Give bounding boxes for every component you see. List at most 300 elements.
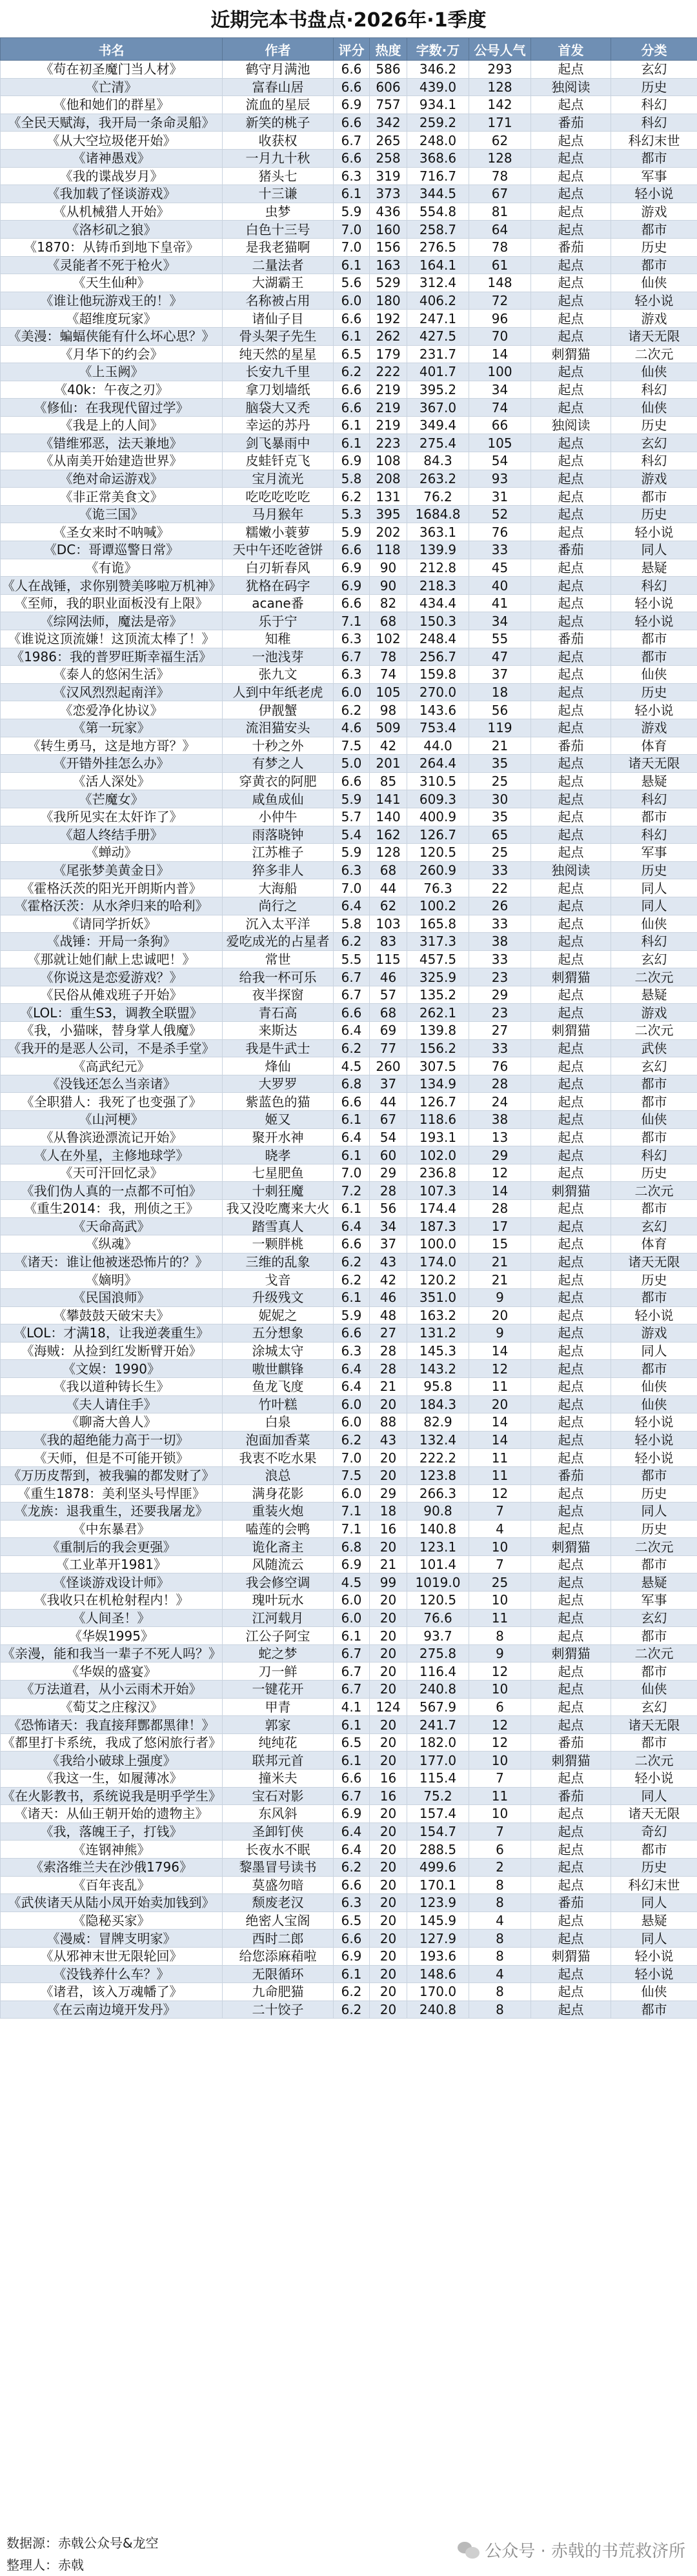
word-count-cell: 395.2 xyxy=(407,381,469,399)
book-title-cell: 《开错外挂怎么办》 xyxy=(1,755,223,773)
book-title-cell: 《我所见实在太奸诈了》 xyxy=(1,808,223,826)
book-title-cell: 《萄艾之庄稼汉》 xyxy=(1,1698,223,1716)
word-count-cell: 174.4 xyxy=(407,1200,469,1218)
word-count-cell: 145.9 xyxy=(407,1912,469,1930)
popularity-cell: 93 xyxy=(469,470,531,488)
book-title-cell: 《至师，我的职业面板没有上限》 xyxy=(1,594,223,612)
word-count-cell: 241.7 xyxy=(407,1716,469,1734)
popularity-cell: 40 xyxy=(469,577,531,595)
category-cell: 科幻 xyxy=(611,1146,697,1164)
score-cell: 6.1 xyxy=(334,1111,370,1129)
score-cell: 6.6 xyxy=(334,1324,370,1343)
word-count-cell: 102.0 xyxy=(407,1146,469,1164)
score-cell: 6.7 xyxy=(334,648,370,666)
score-cell: 5.9 xyxy=(334,523,370,541)
heat-cell: 56 xyxy=(370,1200,407,1218)
platform-cell: 起点 xyxy=(531,648,611,666)
author-cell: 知稚 xyxy=(223,630,334,648)
table-row xyxy=(1,1930,697,1948)
category-cell: 科幻 xyxy=(611,381,697,399)
popularity-cell: 72 xyxy=(469,292,531,310)
book-title-cell: 《上玉阙》 xyxy=(1,363,223,381)
table-row xyxy=(1,790,697,808)
word-count-cell: 349.4 xyxy=(407,416,469,434)
platform-cell: 起点 xyxy=(531,808,611,826)
score-cell: 6.3 xyxy=(334,1894,370,1912)
score-cell: 6.1 xyxy=(334,256,370,274)
platform-cell: 起点 xyxy=(531,1965,611,1983)
author-cell: 无限循环 xyxy=(223,1965,334,1983)
popularity-cell: 21 xyxy=(469,1253,531,1271)
heat-cell: 105 xyxy=(370,683,407,701)
book-title-cell: 《我收只在机枪射程内！》 xyxy=(1,1592,223,1610)
table-row xyxy=(1,986,697,1004)
popularity-cell: 41 xyxy=(469,594,531,612)
heat-cell: 18 xyxy=(370,1503,407,1521)
book-title-cell: 《我开的是恶人公司，不是杀手堂》 xyxy=(1,1039,223,1057)
word-count-cell: 76.6 xyxy=(407,1609,469,1627)
table-row xyxy=(1,612,697,630)
author-cell: 我是牛武士 xyxy=(223,1039,334,1057)
category-cell: 历史 xyxy=(611,861,697,879)
table-row xyxy=(1,132,697,150)
book-title-cell: 《天命高武》 xyxy=(1,1217,223,1235)
popularity-cell: 62 xyxy=(469,132,531,150)
table-row xyxy=(1,1716,697,1734)
table-row xyxy=(1,452,697,470)
author-cell: 流血的星辰 xyxy=(223,96,334,114)
book-title-cell: 《海贼：从捡到红发断臂开始》 xyxy=(1,1342,223,1360)
platform-cell: 起点 xyxy=(531,612,611,630)
word-count-cell: 1684.8 xyxy=(407,505,469,523)
popularity-cell: 15 xyxy=(469,1235,531,1253)
category-cell: 体育 xyxy=(611,1235,697,1253)
table-row xyxy=(1,1413,697,1432)
author-cell: 江苏椎子 xyxy=(223,844,334,862)
word-count-cell: 93.7 xyxy=(407,1627,469,1645)
platform-cell: 起点 xyxy=(531,1912,611,1930)
popularity-cell: 64 xyxy=(469,221,531,239)
category-cell: 二次元 xyxy=(611,1752,697,1770)
table-row xyxy=(1,363,697,381)
author-cell: 宝月流光 xyxy=(223,470,334,488)
score-cell: 6.8 xyxy=(334,1075,370,1093)
table-row xyxy=(1,897,697,915)
heat-cell: 373 xyxy=(370,185,407,203)
score-cell: 6.2 xyxy=(334,933,370,951)
table-row xyxy=(1,577,697,595)
platform-cell: 番茄 xyxy=(531,1733,611,1752)
popularity-cell: 52 xyxy=(469,505,531,523)
book-title-cell: 《非正常美食文》 xyxy=(1,488,223,506)
category-cell: 同人 xyxy=(611,879,697,897)
platform-cell: 起点 xyxy=(531,2001,611,2019)
book-title-cell: 《活人深处》 xyxy=(1,772,223,790)
popularity-cell: 34 xyxy=(469,612,531,630)
book-title-cell: 《诸神愚戏》 xyxy=(1,149,223,167)
word-count-cell: 434.4 xyxy=(407,594,469,612)
score-cell: 6.6 xyxy=(334,114,370,132)
author-cell: 烽仙 xyxy=(223,1057,334,1075)
table-row xyxy=(1,221,697,239)
author-cell: 纯纯花 xyxy=(223,1733,334,1752)
score-cell: 6.4 xyxy=(334,1377,370,1395)
book-title-cell: 《超维度玩家》 xyxy=(1,310,223,328)
table-row xyxy=(1,381,697,399)
word-count-cell: 159.8 xyxy=(407,666,469,684)
book-title-cell: 《汉风烈烈起南洋》 xyxy=(1,683,223,701)
popularity-cell: 35 xyxy=(469,808,531,826)
heat-cell: 20 xyxy=(370,1752,407,1770)
heat-cell: 103 xyxy=(370,915,407,933)
category-cell: 历史 xyxy=(611,1520,697,1538)
score-cell: 6.2 xyxy=(334,1253,370,1271)
book-title-cell: 《都里打卡系统，我成了悠闲旅行者》 xyxy=(1,1733,223,1752)
word-count-cell: 240.8 xyxy=(407,2001,469,2019)
score-cell: 6.1 xyxy=(334,1752,370,1770)
author-cell: 刀一鲜 xyxy=(223,1662,334,1681)
category-cell: 仙侠 xyxy=(611,274,697,292)
category-cell: 轻小说 xyxy=(611,1306,697,1324)
score-cell: 7.0 xyxy=(334,221,370,239)
author-cell: 骨头架子先生 xyxy=(223,327,334,345)
book-title-cell: 《诡三国》 xyxy=(1,505,223,523)
category-cell: 都市 xyxy=(611,1733,697,1752)
book-title-cell: 《尾张梦美黄金日》 xyxy=(1,861,223,879)
word-count-cell: 716.7 xyxy=(407,167,469,185)
score-cell: 6.4 xyxy=(334,1217,370,1235)
platform-cell: 起点 xyxy=(531,132,611,150)
table-row xyxy=(1,719,697,737)
category-cell: 同人 xyxy=(611,1787,697,1805)
score-cell: 6.1 xyxy=(334,1146,370,1164)
author-cell: 我会修空调 xyxy=(223,1573,334,1592)
platform-cell: 独阅读 xyxy=(531,416,611,434)
popularity-cell: 78 xyxy=(469,167,531,185)
category-cell: 诸天无限 xyxy=(611,1805,697,1823)
score-cell: 6.2 xyxy=(334,488,370,506)
author-cell: 满身花影 xyxy=(223,1484,334,1503)
author-cell: 戈音 xyxy=(223,1271,334,1289)
platform-cell: 刺猬猫 xyxy=(531,1947,611,1965)
word-count-cell: 344.5 xyxy=(407,185,469,203)
book-title-cell: 《亲漫，能和我当一辈子不死人吗？》 xyxy=(1,1644,223,1662)
category-cell: 悬疑 xyxy=(611,559,697,577)
platform-cell: 起点 xyxy=(531,1004,611,1022)
word-count-cell: 145.3 xyxy=(407,1342,469,1360)
author-cell: 雨落晓钟 xyxy=(223,826,334,844)
heat-cell: 16 xyxy=(370,1770,407,1788)
book-title-cell: 《华娱的盛宴》 xyxy=(1,1662,223,1681)
platform-cell: 起点 xyxy=(531,1306,611,1324)
heat-cell: 223 xyxy=(370,434,407,452)
heat-cell: 219 xyxy=(370,381,407,399)
score-cell: 5.5 xyxy=(334,950,370,968)
category-cell: 仙侠 xyxy=(611,915,697,933)
heat-cell: 140 xyxy=(370,808,407,826)
heat-cell: 29 xyxy=(370,1484,407,1503)
platform-cell: 起点 xyxy=(531,790,611,808)
author-cell: 伊靓蟹 xyxy=(223,701,334,719)
book-title-cell: 《人在外星，主修地球学》 xyxy=(1,1146,223,1164)
book-title-cell: 《全职猎人：我死了也变强了》 xyxy=(1,1093,223,1111)
word-count-cell: 76.3 xyxy=(407,879,469,897)
popularity-cell: 10 xyxy=(469,1592,531,1610)
table-row xyxy=(1,61,697,79)
platform-cell: 起点 xyxy=(531,1983,611,2001)
category-cell: 仙侠 xyxy=(611,1681,697,1699)
platform-cell: 起点 xyxy=(531,1146,611,1164)
word-count-cell: 127.9 xyxy=(407,1930,469,1948)
platform-cell: 起点 xyxy=(531,1841,611,1859)
score-cell: 6.2 xyxy=(334,1858,370,1876)
heat-cell: 29 xyxy=(370,1164,407,1182)
popularity-cell: 142 xyxy=(469,96,531,114)
heat-cell: 262 xyxy=(370,327,407,345)
word-count-cell: 135.2 xyxy=(407,986,469,1004)
word-count-cell: 131.2 xyxy=(407,1324,469,1343)
score-cell: 6.6 xyxy=(334,381,370,399)
heat-cell: 219 xyxy=(370,399,407,417)
table-row xyxy=(1,968,697,986)
popularity-cell: 76 xyxy=(469,523,531,541)
footer xyxy=(0,2529,697,2576)
table-row xyxy=(1,1431,697,1449)
word-count-cell: 275.4 xyxy=(407,434,469,452)
category-cell: 历史 xyxy=(611,683,697,701)
author-cell: 竹叶糕 xyxy=(223,1395,334,1413)
book-title-cell: 《亡清》 xyxy=(1,78,223,96)
category-cell: 历史 xyxy=(611,1858,697,1876)
table-row xyxy=(1,1182,697,1200)
book-title-cell: 《错维邪恶，法天兼地》 xyxy=(1,434,223,452)
book-title-cell: 《人在战锤，求你别赞美哆啦万机神》 xyxy=(1,577,223,595)
category-cell: 奇幻 xyxy=(611,1822,697,1841)
table-row xyxy=(1,78,697,96)
author-cell: 泡面加香菜 xyxy=(223,1431,334,1449)
word-count-cell: 427.5 xyxy=(407,327,469,345)
popularity-cell: 10 xyxy=(469,1538,531,1556)
category-cell: 轻小说 xyxy=(611,612,697,630)
score-cell: 6.9 xyxy=(334,452,370,470)
word-count-cell: 143.2 xyxy=(407,1360,469,1378)
popularity-cell: 34 xyxy=(469,381,531,399)
book-title-cell: 《40k：午夜之刃》 xyxy=(1,381,223,399)
popularity-cell: 7 xyxy=(469,1555,531,1573)
author-cell: 白色十三号 xyxy=(223,221,334,239)
score-cell: 6.6 xyxy=(334,1093,370,1111)
category-cell: 二次元 xyxy=(611,1644,697,1662)
score-cell: 5.9 xyxy=(334,844,370,862)
word-count-cell: 262.1 xyxy=(407,1004,469,1022)
author-cell: 皮蛙钎克飞 xyxy=(223,452,334,470)
author-cell: 爱吃成光的占星者 xyxy=(223,933,334,951)
popularity-cell: 12 xyxy=(469,1164,531,1182)
platform-cell: 起点 xyxy=(531,149,611,167)
platform-cell: 起点 xyxy=(531,221,611,239)
category-cell: 都市 xyxy=(611,1200,697,1218)
category-cell: 都市 xyxy=(611,149,697,167)
heat-cell: 260 xyxy=(370,1057,407,1075)
platform-cell: 刺猬猫 xyxy=(531,1182,611,1200)
score-cell: 5.7 xyxy=(334,808,370,826)
category-cell: 轻小说 xyxy=(611,185,697,203)
heat-cell: 509 xyxy=(370,719,407,737)
author-cell: 浪总 xyxy=(223,1466,334,1484)
heat-cell: 68 xyxy=(370,861,407,879)
book-title-cell: 《修仙：在我现代留过学》 xyxy=(1,399,223,417)
popularity-cell: 100 xyxy=(469,363,531,381)
book-title-cell: 《全民天赋海，我开局一条命灵船》 xyxy=(1,114,223,132)
word-count-cell: 184.3 xyxy=(407,1395,469,1413)
category-cell: 都市 xyxy=(611,1093,697,1111)
word-count-cell: 401.7 xyxy=(407,363,469,381)
category-cell: 都市 xyxy=(611,1627,697,1645)
platform-cell: 起点 xyxy=(531,452,611,470)
book-title-cell: 《我是上的人间》 xyxy=(1,416,223,434)
book-title-cell: 《恐怖诸天：我直接拜酆都黑律！》 xyxy=(1,1716,223,1734)
platform-cell: 起点 xyxy=(531,1573,611,1592)
category-cell: 诸天无限 xyxy=(611,1716,697,1734)
author-cell: 诡化斋主 xyxy=(223,1538,334,1556)
word-count-cell: 82.9 xyxy=(407,1413,469,1432)
category-cell: 玄幻 xyxy=(611,1057,697,1075)
book-title-cell: 《霍格沃茨：从水斧归来的哈利》 xyxy=(1,897,223,915)
category-cell: 历史 xyxy=(611,238,697,256)
author-cell: 给我一杯可乐 xyxy=(223,968,334,986)
popularity-cell: 11 xyxy=(469,1609,531,1627)
category-cell: 都市 xyxy=(611,488,697,506)
popularity-cell: 28 xyxy=(469,1075,531,1093)
popularity-cell: 4 xyxy=(469,1965,531,1983)
author-cell: 大海船 xyxy=(223,879,334,897)
author-cell: 甲青 xyxy=(223,1698,334,1716)
book-title-cell: 《漫威：冒牌支明家》 xyxy=(1,1930,223,1948)
word-count-cell: 275.8 xyxy=(407,1644,469,1662)
category-cell: 同人 xyxy=(611,897,697,915)
book-title-cell: 《DC：哥谭巡警日常》 xyxy=(1,541,223,559)
category-cell: 军事 xyxy=(611,167,697,185)
table-row xyxy=(1,826,697,844)
category-cell: 轻小说 xyxy=(611,1431,697,1449)
book-title-cell: 《我的超绝能力高于一切》 xyxy=(1,1431,223,1449)
platform-cell: 起点 xyxy=(531,986,611,1004)
table-row xyxy=(1,167,697,185)
table-row xyxy=(1,915,697,933)
score-cell: 6.2 xyxy=(334,1039,370,1057)
author-cell: 十秒之外 xyxy=(223,737,334,755)
author-cell: 咸鱼成仙 xyxy=(223,790,334,808)
author-cell: 大罗罗 xyxy=(223,1075,334,1093)
author-cell: 颓废老汉 xyxy=(223,1894,334,1912)
table-row xyxy=(1,1752,697,1770)
category-cell: 科幻 xyxy=(611,452,697,470)
score-cell: 6.1 xyxy=(334,1200,370,1218)
category-cell: 军事 xyxy=(611,844,697,862)
table-row xyxy=(1,1805,697,1823)
platform-cell: 起点 xyxy=(531,897,611,915)
word-count-cell: 156.2 xyxy=(407,1039,469,1057)
popularity-cell: 26 xyxy=(469,897,531,915)
table-row xyxy=(1,1983,697,2001)
category-cell: 玄幻 xyxy=(611,1217,697,1235)
table-row xyxy=(1,1022,697,1040)
table-row xyxy=(1,1947,697,1965)
word-count-cell: 170.0 xyxy=(407,1983,469,2001)
category-cell: 都市 xyxy=(611,630,697,648)
book-title-cell: 《谁让他玩游戏王的！》 xyxy=(1,292,223,310)
score-cell: 6.7 xyxy=(334,132,370,150)
score-cell: 6.1 xyxy=(334,1716,370,1734)
popularity-cell: 8 xyxy=(469,2001,531,2019)
book-title-cell: 《谁说这顶流嫌！这顶流太棒了！》 xyxy=(1,630,223,648)
popularity-cell: 119 xyxy=(469,719,531,737)
table-row xyxy=(1,559,697,577)
popularity-cell: 8 xyxy=(469,1627,531,1645)
word-count-cell: 116.4 xyxy=(407,1662,469,1681)
score-cell: 4.5 xyxy=(334,1057,370,1075)
heat-cell: 118 xyxy=(370,541,407,559)
category-cell: 游戏 xyxy=(611,310,697,328)
author-cell: 二十饺子 xyxy=(223,2001,334,2019)
platform-cell: 起点 xyxy=(531,1930,611,1948)
book-title-cell: 《怪谈游戏设计师》 xyxy=(1,1573,223,1592)
category-cell: 悬疑 xyxy=(611,772,697,790)
popularity-cell: 33 xyxy=(469,950,531,968)
popularity-cell: 65 xyxy=(469,826,531,844)
author-cell: 一颗胖桃 xyxy=(223,1235,334,1253)
heat-cell: 20 xyxy=(370,1681,407,1699)
book-title-cell: 《武侠诸天从陆小凤开始卖加钱到》 xyxy=(1,1894,223,1912)
score-cell: 6.0 xyxy=(334,1592,370,1610)
author-cell: 乐于宁 xyxy=(223,612,334,630)
word-count-cell: 499.6 xyxy=(407,1858,469,1876)
book-title-cell: 《霍格沃茨的阳光开朗斯内普》 xyxy=(1,879,223,897)
table-row xyxy=(1,345,697,363)
popularity-cell: 8 xyxy=(469,1930,531,1948)
platform-cell: 起点 xyxy=(531,1395,611,1413)
book-title-cell: 《隐秘买家》 xyxy=(1,1912,223,1930)
heat-cell: 43 xyxy=(370,1253,407,1271)
book-title-cell: 《万法道君，从小云雨术开始》 xyxy=(1,1681,223,1699)
compiler-note: 整理人：赤戟 xyxy=(6,2557,84,2573)
table-row xyxy=(1,1128,697,1146)
wechat-icon xyxy=(458,2541,480,2560)
heat-cell: 43 xyxy=(370,1431,407,1449)
popularity-cell: 11 xyxy=(469,1449,531,1467)
book-title-cell: 《月华下的约会》 xyxy=(1,345,223,363)
table-row xyxy=(1,879,697,897)
popularity-cell: 23 xyxy=(469,1004,531,1022)
table-row xyxy=(1,1841,697,1859)
book-title-cell: 《索洛维兰夫在沙俄1796》 xyxy=(1,1858,223,1876)
popularity-cell: 56 xyxy=(469,701,531,719)
word-count-cell: 346.2 xyxy=(407,61,469,79)
category-cell: 悬疑 xyxy=(611,986,697,1004)
popularity-cell: 55 xyxy=(469,630,531,648)
word-count-cell: 115.4 xyxy=(407,1770,469,1788)
table-row xyxy=(1,541,697,559)
popularity-cell: 70 xyxy=(469,327,531,345)
category-cell: 悬疑 xyxy=(611,1912,697,1930)
book-title-cell: 《蝉动》 xyxy=(1,844,223,862)
author-cell: 夜半探窗 xyxy=(223,986,334,1004)
category-cell: 历史 xyxy=(611,1271,697,1289)
heat-cell: 20 xyxy=(370,1805,407,1823)
heat-cell: 20 xyxy=(370,1395,407,1413)
category-cell: 都市 xyxy=(611,256,697,274)
author-cell: 白刃斩春风 xyxy=(223,559,334,577)
